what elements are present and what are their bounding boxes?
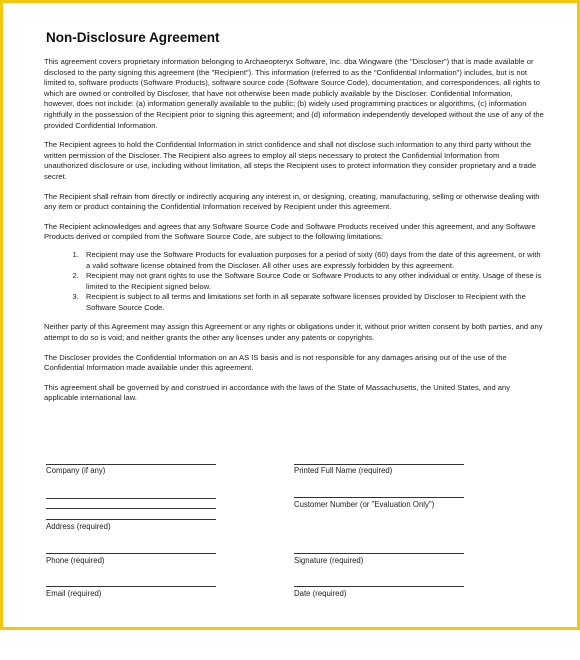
document-title: Non-Disclosure Agreement bbox=[46, 30, 220, 45]
phone-label: Phone (required) bbox=[46, 556, 105, 565]
phone-line[interactable] bbox=[46, 553, 216, 554]
address-line-1[interactable] bbox=[46, 498, 216, 499]
signature-line[interactable] bbox=[294, 553, 464, 554]
customer-number-label: Customer Number (or "Evaluation Only") bbox=[294, 500, 435, 509]
email-line[interactable] bbox=[46, 586, 216, 587]
paragraph-restrictions: The Recipient shall refrain from directly or indirectly acquiring any interest in, or designing, creating, manufacturing, selling or otherwise dealing with any item or product containing the Confidential Information received by Recipient under this agreement. bbox=[44, 191, 540, 212]
paragraph-assignment: Neither party of this Agreement may assign this Agreement or any rights or obligations under it, without prior written consent by both parties, and any attempt to do so is void; and neither grants the other any licenses under any patents or copyrights. bbox=[44, 322, 543, 343]
company-label: Company (if any) bbox=[46, 466, 106, 475]
paragraph-definitions: This agreement covers proprietary information belonging to Archaeopteryx Software, Inc. dba Wingware (the "Discloser") that is made available or disclosed to the party signing this agreement (the "Recipient"). This information (referred to as the "Confidential Information") includes, but is not limited to, software products (Software Products), software source code (Software Source Code), documentation, and correspondences, all rights to which are owned or controlled by Discloser, that have not otherwise been made publicly available by the Discloser. Confidential Information, however, does not include: (a) information generally available to the public; (b) widely used programming practices or algorithms, (c) information rightfully in the possession of the Recipient prior to signing this agreement; and (d) information independently developed without the use of any of the provided Confidential Information. bbox=[44, 57, 544, 130]
address-line-3[interactable] bbox=[46, 519, 216, 520]
paragraph-limitations-intro: The Recipient acknowledges and agrees that any Software Source Code and Software Products received under this agreement, and any Software Products derived or compiled from the Software Source Code, are subject to the following limitations: bbox=[44, 221, 536, 242]
list-item: 1. Recipient may use the Software Products for evaluation purposes for a period of sixty (60) days from the date of this agreement, or with a valid software license obtained from the Discloser. All other uses are expressly forbidden by this agreement. bbox=[81, 250, 544, 271]
address-label: Address (required) bbox=[46, 522, 111, 531]
email-label: Email (required) bbox=[46, 589, 102, 598]
document-page bbox=[44, 30, 544, 413]
date-line[interactable] bbox=[294, 586, 464, 587]
signature-block bbox=[44, 460, 544, 660]
customer-number-line[interactable] bbox=[294, 497, 464, 498]
list-item: 3. Recipient is subject to all terms and limitations set forth in all separate software licenses provided by Discloser to Recipient with the Software Source Code. bbox=[81, 292, 544, 313]
list-item: 2. Recipient may not grant rights to use the Software Source Code or Software Products to any other individual or entity. Usage of these is limited to the Recipient signed below. bbox=[81, 271, 544, 292]
address-line-2[interactable] bbox=[46, 508, 216, 509]
paragraph-governing-law: This agreement shall be governed by and construed in accordance with the laws of the State of Massachusetts, the United States, and any applicable international law. bbox=[44, 382, 511, 403]
signature-label: Signature (required) bbox=[294, 556, 364, 565]
paragraph-confidentiality: The Recipient agrees to hold the Confidential Information in strict confidence and shall not disclose such information to any third party without the written permission of the Discloser. The Recipient also agrees to employ all steps necessary to protect the Confidential Information from unauthorized disclosure or use, including without limitation, all steps the Recipient uses to protect information they consider proprietary and a trade secret. bbox=[44, 140, 537, 181]
printed-name-label: Printed Full Name (required) bbox=[294, 466, 393, 475]
company-line[interactable] bbox=[46, 464, 216, 465]
printed-name-line[interactable] bbox=[294, 464, 464, 465]
limitations-list bbox=[44, 250, 544, 314]
date-label: Date (required) bbox=[294, 589, 347, 598]
paragraph-as-is: The Discloser provides the Confidential Information on an AS IS basis and is not responsible for any damages arising out of the use of the Confidential Information made available under this agreement. bbox=[44, 352, 507, 373]
